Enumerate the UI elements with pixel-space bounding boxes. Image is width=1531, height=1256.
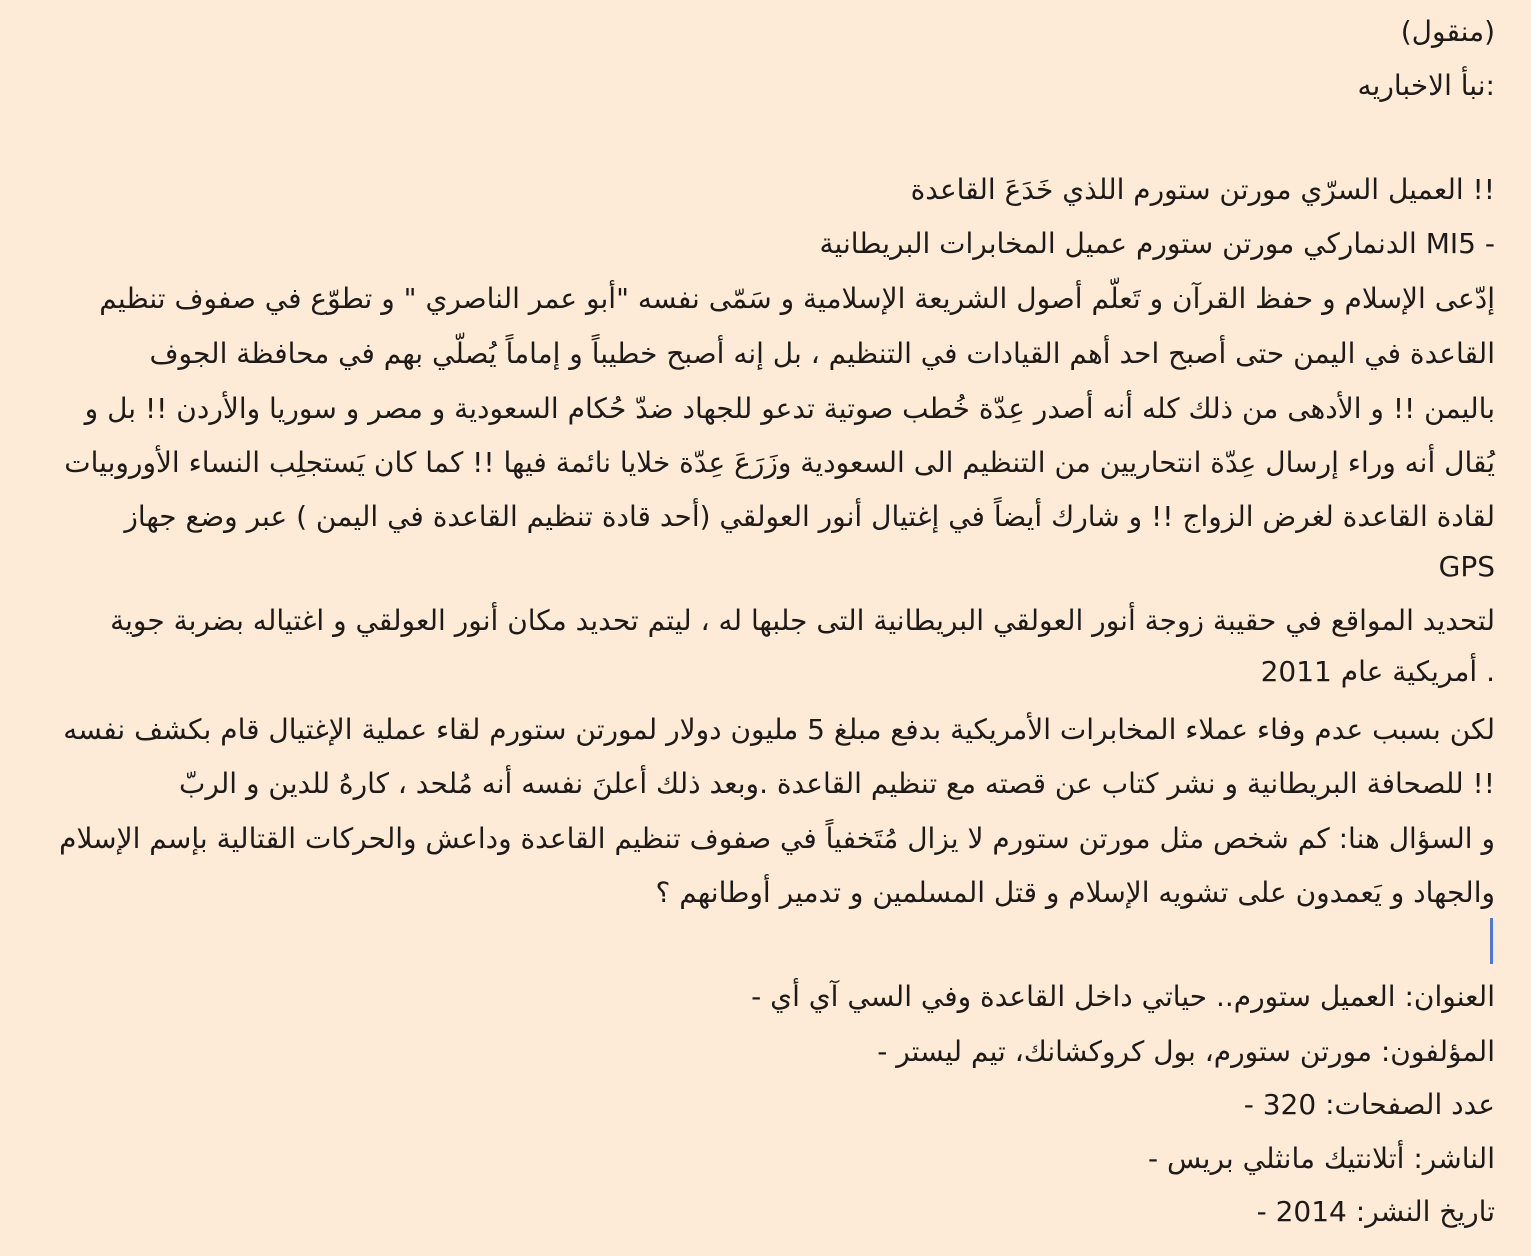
body-line: يُقال أنه وراء إرسال عِدّة انتحاريين من التنظيم الى السعودية وزَرَعَ عِدّة خلايا نائمة فيها !! كما كان يَستجلِب النساء الأوروبيات — [64, 446, 1495, 479]
headline-subtitle: - MI5 الدنماركي مورتن ستورم عميل المخابرات البريطانية — [819, 227, 1495, 260]
body-line: !! للصحافة البريطانية و نشر كتاب عن قصته مع تنظيم القاعدة .وبعد ذلك أعلنَ نفسه أنه مُلحد ، كارهُ للدين و الربّ — [178, 767, 1495, 800]
body-line: لكن بسبب عدم وفاء عملاء المخابرات الأمريكية بدفع مبلغ 5 مليون دولار لمورتن ستورم لقاء عملية الإغتيال قام بكشف نفسه — [63, 713, 1495, 746]
body-line: لتحديد المواقع في حقيبة زوجة أنور العولقي البريطانية التى جلبها له ، ليتم تحديد مكان أنور العولقي و اغتياله بضربة جوية — [110, 604, 1495, 637]
book-authors: المؤلفون: مورتن ستورم، بول كروكشانك، تيم ليستر - — [877, 1035, 1495, 1068]
body-line: باليمن !! و الأدهى من ذلك كله أنه أصدر عِدّة خُطب صوتية تدعو للجهاد ضدّ حُكام السعودية و مصر و سوريا والأردن !! بل و — [84, 392, 1495, 425]
headline-title: !! العميل السرّي مورتن ستورم اللذي خَدَعَ القاعدة — [910, 173, 1495, 206]
book-title: العنوان: العميل ستورم.. حياتي داخل القاعدة وفي السي آي أي - — [751, 980, 1495, 1013]
note-origin: :نبأ الاخباريه — [1357, 69, 1495, 102]
book-publisher: الناشر: أتلانتيك مانثلي بريس - — [1147, 1142, 1495, 1175]
body-line: والجهاد و يَعمدون على تشويه الإسلام و قتل المسلمين و تدمير أوطانهم ؟ — [655, 876, 1495, 909]
body-line: إدّعى الإسلام و حفظ القرآن و تَعلّم أصول الشريعة الإسلامية و سَمّى نفسه "أبو عمر الناصري " و تطوّع في صفوف تنظيم — [99, 282, 1495, 315]
body-line: و السؤال هنا: كم شخص مثل مورتن ستورم لا يزال مُتَخفياً في صفوف تنظيم القاعدة وداعش والحركات القتالية بإسم الإسلام — [59, 822, 1495, 855]
book-date: تاريخ النشر: 2014 - — [1256, 1195, 1495, 1228]
body-line: GPS — [1438, 550, 1495, 583]
text-cursor — [1490, 918, 1493, 964]
book-pages: عدد الصفحات: 320 - — [1243, 1088, 1495, 1121]
body-line: لقادة القاعدة لغرض الزواج !! و شارك أيضاً في إغتيال أنور العولقي (أحد قادة تنظيم القاعدة في اليمن ) عبر وضع جهاز — [124, 500, 1495, 533]
note-source: (منقول) — [1400, 15, 1495, 48]
body-line: . أمريكية عام 2011 — [1260, 655, 1495, 688]
body-line: القاعدة في اليمن حتى أصبح احد أهم القيادات في التنظيم ، بل إنه أصبح خطيباً و إماماً يُصلّي بهم في محافظة الجوف — [149, 337, 1495, 370]
